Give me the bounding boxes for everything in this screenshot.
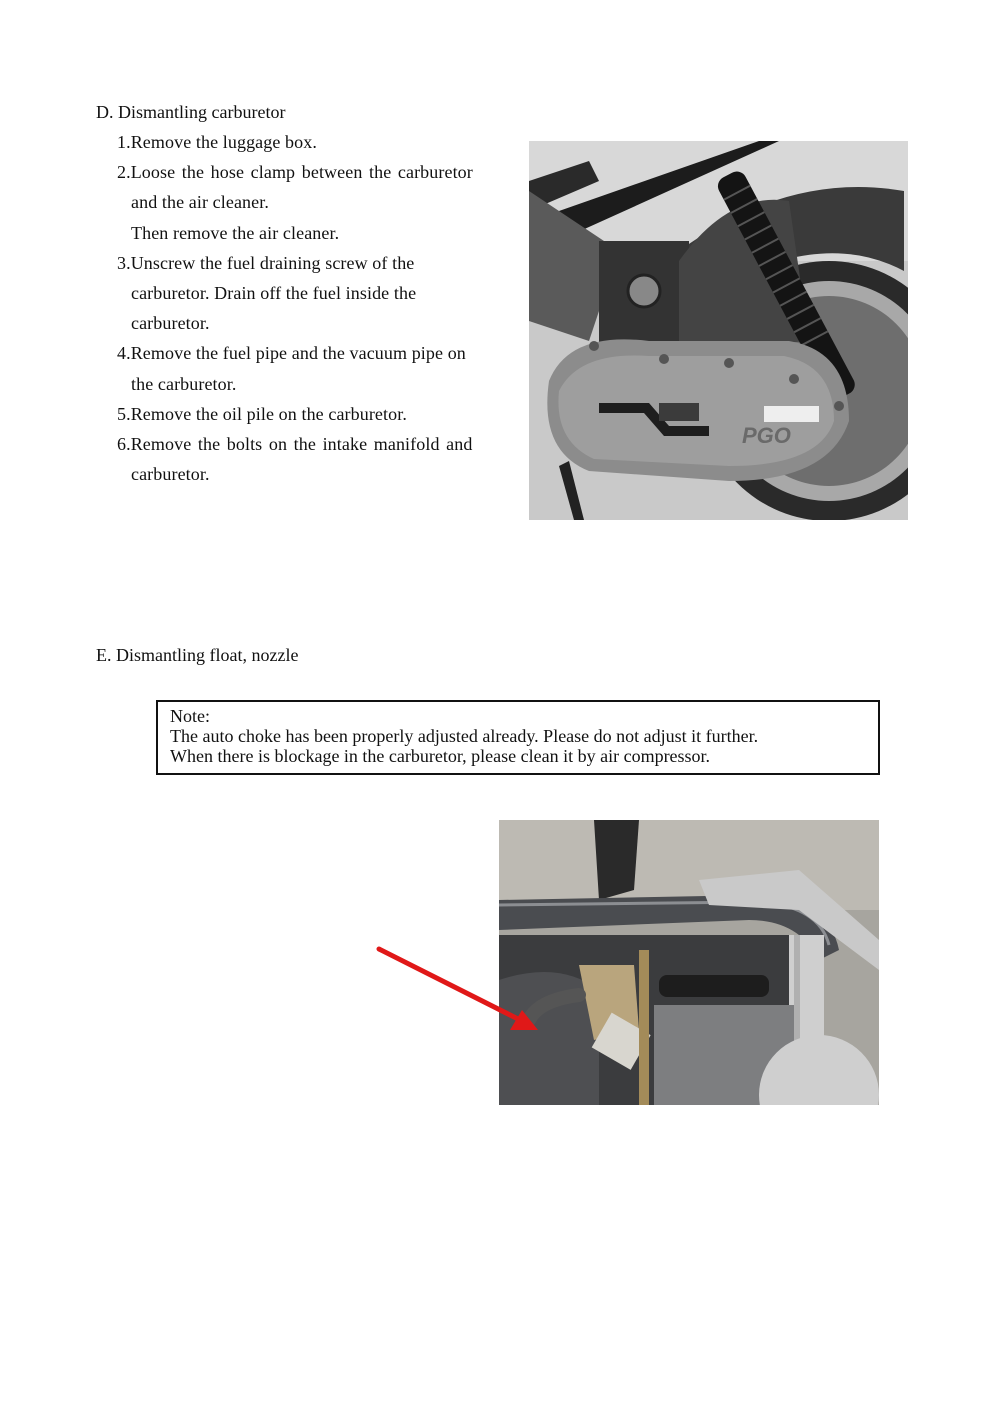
section-e-heading: E. Dismantling float, nozzle xyxy=(96,645,299,665)
step-3-line-3: carburetor. xyxy=(131,313,210,333)
step-3-line-1: 3.Unscrew the fuel draining screw of the xyxy=(117,253,415,273)
red-arrow-icon xyxy=(370,940,550,1040)
step-1-line-1: 1.Remove the luggage box. xyxy=(117,132,317,152)
step-4-line-1: 4.Remove the fuel pipe and the vacuum pipe on xyxy=(117,343,466,363)
step-2-line-3: Then remove the air cleaner. xyxy=(131,223,340,243)
note-line-2: When there is blockage in the carburetor, please clean it by air compressor. xyxy=(170,746,711,766)
auto-choke-photo xyxy=(499,820,879,1105)
step-6-line-1: 6.Remove the bolts on the intake manifold and xyxy=(117,434,473,454)
note-title: Note: xyxy=(170,706,210,726)
pgo-logo: PGO xyxy=(742,423,791,448)
choke-illustration xyxy=(499,820,879,1105)
note-line-1: The auto choke has been properly adjusted already. Please do not adjust it further. xyxy=(170,726,759,746)
carburetor-engine-photo xyxy=(529,141,908,520)
step-4-line-2: the carburetor. xyxy=(131,374,237,394)
step-5-line-1: 5.Remove the oil pile on the carburetor. xyxy=(117,404,407,424)
section-d-heading: D. Dismantling carburetor xyxy=(96,102,286,122)
step-2-line-2: and the air cleaner. xyxy=(131,192,269,212)
engine-illustration xyxy=(529,141,908,520)
step-2-line-1: 2.Loose the hose clamp between the carburetor xyxy=(117,162,473,182)
step-3-line-2: carburetor. Drain off the fuel inside the xyxy=(131,283,417,303)
step-6-line-2: carburetor. xyxy=(131,464,210,484)
note-box xyxy=(156,700,880,775)
